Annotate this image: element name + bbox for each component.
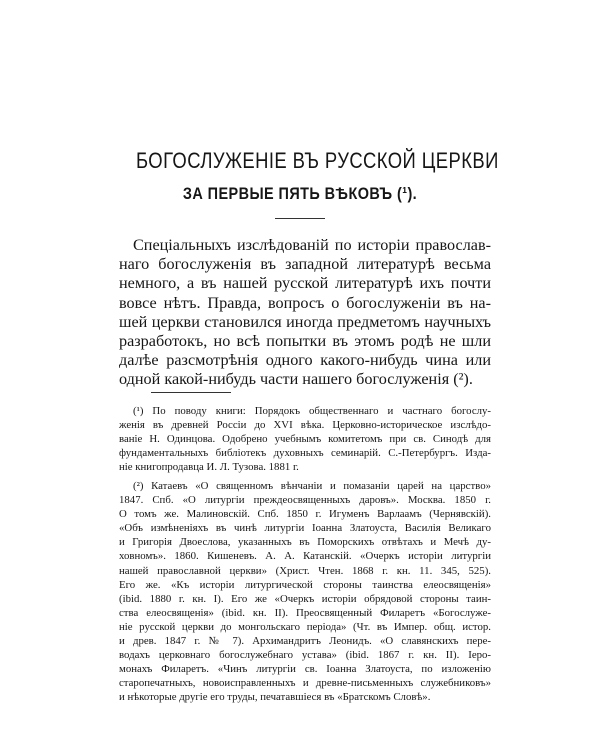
article-subtitle: ЗА ПЕРВЫЕ ПЯТЬ ВѢКОВЪ (¹). bbox=[182, 184, 418, 203]
intro-line: разработокъ, но всѣ попытки въ этомъ родѣ не шли bbox=[119, 332, 491, 351]
footnote-line: ства елеосвященія» (ibid. кн. II). Преосвященный Филаретъ «Богослуже- bbox=[119, 606, 491, 619]
footnote-line: ніе русской церкви до монгольскаго періода» (Чт. въ Импер. общ. истор. bbox=[119, 620, 491, 633]
footnote-line: и древ. 1847 г. № 7). Архимандритъ Леонидъ. «О славянскихъ пере- bbox=[119, 634, 491, 647]
intro-line: Спеціальныхъ изслѣдованій по исторіи православ- bbox=[133, 236, 491, 254]
footnote-line: ховномъ». 1860. Кишеневъ. А. А. Катанскій. «Очеркъ исторіи литургіи bbox=[119, 550, 491, 563]
footnotes bbox=[119, 404, 491, 709]
footnote-line: старопечатныхъ, новоисправленныхъ и древне-письменныхъ служебниковъ» bbox=[119, 676, 491, 689]
article-title: БОГОСЛУЖЕНІЕ ВЪ РУССКОЙ ЦЕРКВИ bbox=[136, 148, 499, 173]
title-rule bbox=[275, 218, 325, 219]
intro-line: вовсе нѣтъ. Правда, вопросъ о богослуженіи въ на- bbox=[119, 293, 491, 312]
footnote-2 bbox=[119, 479, 491, 704]
footnote-line: и Григорія Двоеслова, указанныхъ въ Поморскихъ отвѣтахъ и Мечѣ ду- bbox=[119, 536, 491, 549]
footnote-line: женія въ древней Россіи до XVI вѣка. Церковно-историческое изслѣдо- bbox=[119, 419, 491, 432]
intro-line: далѣе разсмотрѣнія одного какого-нибудь чина или bbox=[119, 351, 491, 370]
intro-line: шей церкви становился иногда предметомъ научныхъ bbox=[119, 312, 491, 331]
footnote-line: О томъ же. Малиновскій. Спб. 1850 г. Игуменъ Варлаамъ (Чернявскій). bbox=[119, 508, 491, 521]
footnote-line: и нѣкоторые другіе его труды, печатавшіеся въ «Братскомъ Словѣ». bbox=[119, 690, 431, 703]
footnote-line: ваніе Н. Одинцова. Одобрено учебнымъ комитетомъ при св. Синодѣ для bbox=[119, 433, 491, 446]
footnote-1 bbox=[119, 404, 491, 474]
footnote-line: Его же. «Къ исторіи литургической стороны таинства елеосвященія» bbox=[119, 578, 491, 591]
footnote-line: «Объ измѣненіяхъ въ чинѣ литургіи Іоанна Златоуста, Василія Великаго bbox=[119, 522, 491, 535]
footnote-line: ніе книгопродавца И. Л. Тузова. 1881 г. bbox=[119, 461, 299, 474]
footnote-line: фундаментальныхъ библіотекъ духовныхъ семинарій. С.-Петербургъ. Изда- bbox=[119, 447, 491, 460]
intro-line: наго богослуженія въ западной литературѣ весьма bbox=[119, 255, 491, 274]
footnote-line: (²) Катаевъ «О священномъ вѣнчаніи и помазаніи царей на царство» bbox=[133, 480, 491, 493]
intro-line: одной какой-нибудь части нашего богослуженія (²). bbox=[119, 370, 473, 389]
footnote-line: 1847. Спб. «О литургіи преждеосвященныхъ даровъ». Москва. 1850 г. bbox=[119, 494, 491, 507]
footnote-line: монахъ Филаретъ. «Чинъ литургіи св. Іоанна Златоуста, по изложенію bbox=[119, 662, 491, 675]
footnote-line: (ibid. 1880 г. кн. I). Его же «Очеркъ исторіи обрядовой стороны таин- bbox=[119, 592, 491, 605]
footnote-line: (¹) По поводу книги: Порядокъ общественнаго и частнаго богослу- bbox=[133, 405, 491, 417]
footnote-divider bbox=[151, 392, 231, 393]
intro-paragraph bbox=[119, 236, 491, 390]
intro-line: немного, а въ нашей русской литературѣ ихъ почти bbox=[119, 274, 491, 293]
footnote-line: водахъ церковнаго богослужебнаго устава» (ibid. 1867 г. кн. II). Іеро- bbox=[119, 648, 491, 661]
footnote-line: нашей православной церкви» (Христ. Чтен. 1868 г. кн. 11. 345, 525). bbox=[119, 564, 491, 577]
